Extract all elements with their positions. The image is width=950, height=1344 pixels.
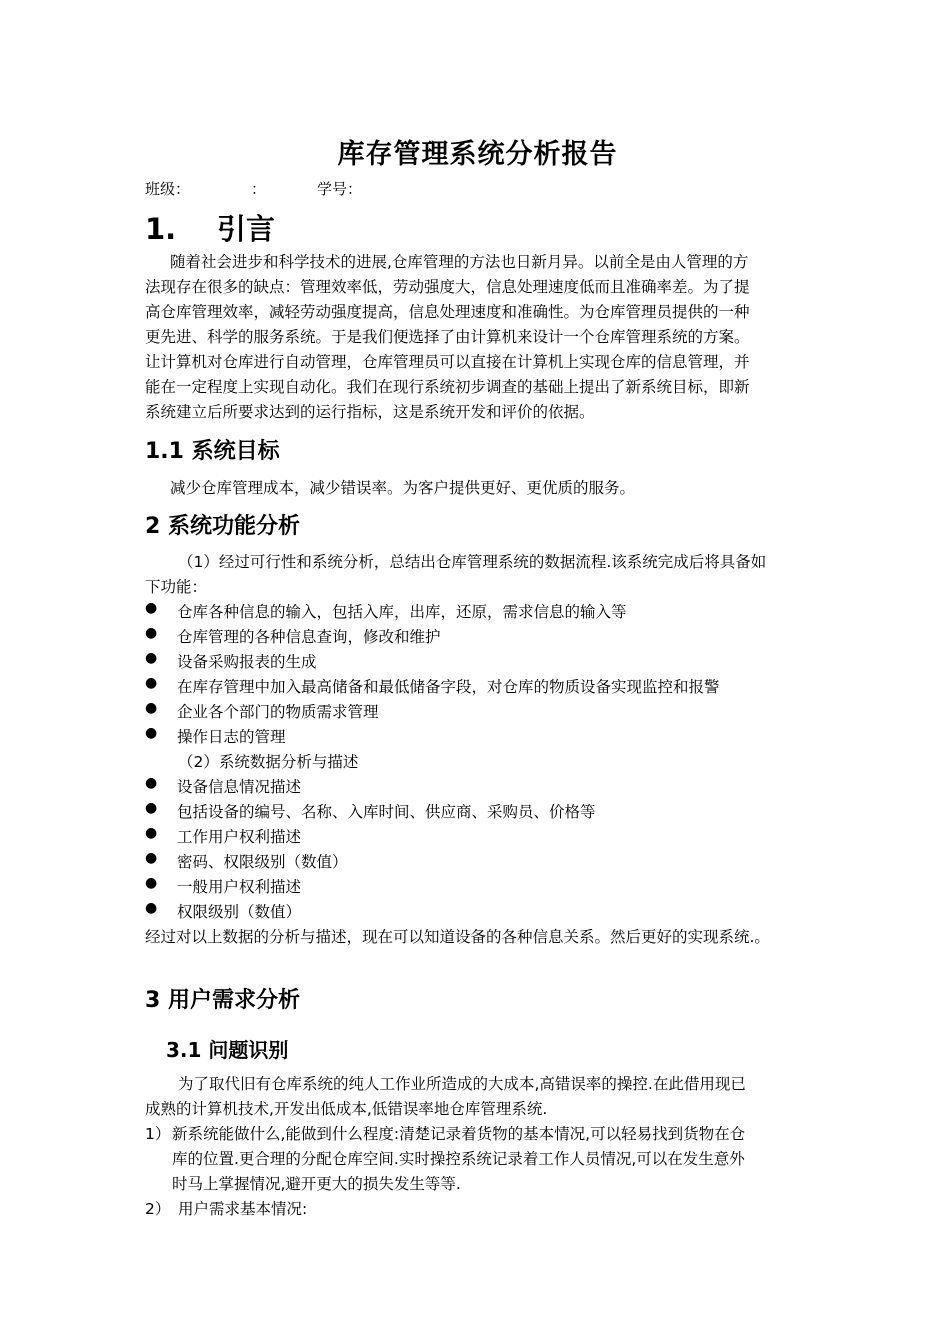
- bullet-icon: ●: [145, 900, 158, 916]
- section-3-1-line: 成熟的计算机技术,开发出低成本,低错误率地仓库管理系统.: [145, 1100, 548, 1118]
- class-label: 班级：: [145, 180, 191, 198]
- bullet-icon: ●: [145, 725, 158, 741]
- section-2-intro-line: （1）经过可行性和系统分析，总结出仓库管理系统的数据流程.该系统完成后将具备如: [178, 553, 767, 571]
- list-item-text: 密码、权限级别（数值）: [177, 853, 348, 871]
- bullet-icon: ●: [145, 650, 158, 666]
- intro-line: 能在一定程度上实现自动化。我们在现行系统初步调查的基础上提出了新系统目标，即新: [145, 378, 750, 396]
- bullet-icon: ●: [145, 675, 158, 691]
- bullet-icon: ●: [145, 600, 158, 616]
- bullet-icon: ●: [145, 850, 158, 866]
- bullet-icon: ●: [145, 700, 158, 716]
- section-2-subheading: （2）系统数据分析与描述: [178, 753, 359, 771]
- list-item-text: 工作用户权利描述: [177, 828, 302, 846]
- list-item-number: 1）: [145, 1125, 171, 1143]
- bullet-icon: ●: [145, 625, 158, 641]
- section-3-1-heading: 3.1 问题识别: [166, 1038, 289, 1062]
- intro-line: 系统建立后所要求达到的运行指标，这是系统开发和评价的依据。: [145, 403, 595, 421]
- section-2-conclusion: 经过对以上数据的分析与描述，现在可以知道设备的各种信息关系。然后更好的实现系统.。: [145, 928, 770, 946]
- list-item-text: 仓库各种信息的输入，包括入库，出库，还原，需求信息的输入等: [177, 603, 627, 621]
- bullet-icon: ●: [145, 825, 158, 841]
- section-2-intro-line: 下功能：: [145, 578, 208, 596]
- list-item-text: 库的位置.更合理的分配仓库空间.实时操控系统记录着工作人员情况,可以在发生意外: [172, 1150, 745, 1168]
- section-3-1-line: 为了取代旧有仓库系统的纯人工作业所造成的大成本,高错误率的操控.在此借用现已: [178, 1075, 746, 1093]
- list-item-text: 设备采购报表的生成: [177, 653, 317, 671]
- list-item-text: 一般用户权利描述: [177, 878, 302, 896]
- intro-paragraph: [145, 250, 750, 425]
- intro-line: 法现存在很多的缺点：管理效率低，劳动强度大，信息处理速度低而且准确率差。为了提: [145, 278, 750, 296]
- intro-line: 随着社会进步和科学技术的进展,仓库管理的方法也日新月异。以前全是由人管理的方: [170, 253, 749, 271]
- list-item-text: 企业各个部门的物质需求管理: [177, 703, 379, 721]
- name-colon: ：: [251, 180, 267, 198]
- list-item-number: 2）: [145, 1200, 171, 1218]
- section-1-1-heading: 1.1 系统目标: [145, 439, 280, 464]
- section-1-title: 引言: [217, 212, 276, 246]
- list-item-text: 包括设备的编号、名称、入库时间、供应商、采购员、价格等: [177, 803, 596, 821]
- student-id-label: 学号：: [317, 180, 363, 198]
- bullet-icon: ●: [145, 800, 158, 816]
- bullet-icon: ●: [145, 875, 158, 891]
- list-item-text: 权限级别（数值）: [177, 903, 302, 921]
- section-2-heading: 2 系统功能分析: [145, 514, 300, 539]
- document-title: 库存管理系统分析报告: [337, 139, 618, 170]
- section-1-number: 1.: [145, 212, 177, 246]
- intro-line: 高仓库管理效率，减轻劳动强度提高，信息处理速度和准确性。为仓库管理员提供的一种: [145, 303, 750, 321]
- intro-line: 更先进、科学的服务系统。于是我们便选择了由计算机来设计一个仓库管理系统的方案。: [145, 328, 750, 346]
- intro-line: 让计算机对仓库进行自动管理，仓库管理员可以直接在计算机上实现仓库的信息管理，并: [145, 353, 750, 371]
- section-1-heading: [145, 207, 275, 248]
- list-item-text: 时马上掌握情况,避开更大的损失发生等等.: [172, 1175, 461, 1193]
- section-3-heading: 3 用户需求分析: [145, 988, 300, 1013]
- list-item-text: 操作日志的管理: [177, 728, 286, 746]
- bullet-icon: ●: [145, 775, 158, 791]
- section-1-1-text: 减少仓库管理成本，减少错误率。为客户提供更好、更优质的服务。: [170, 479, 636, 497]
- list-item-text: 仓库管理的各种信息查询，修改和维护: [177, 628, 441, 646]
- list-item-text: 在库存管理中加入最高储备和最低储备字段，对仓库的物质设备实现监控和报警: [177, 678, 720, 696]
- list-item-text: 设备信息情况描述: [177, 778, 302, 796]
- list-item-text: 用户需求基本情况:: [178, 1200, 308, 1218]
- list-item-text: 新系统能做什么,能做到什么程度:清楚记录着货物的基本情况,可以轻易找到货物在仓: [172, 1125, 746, 1143]
